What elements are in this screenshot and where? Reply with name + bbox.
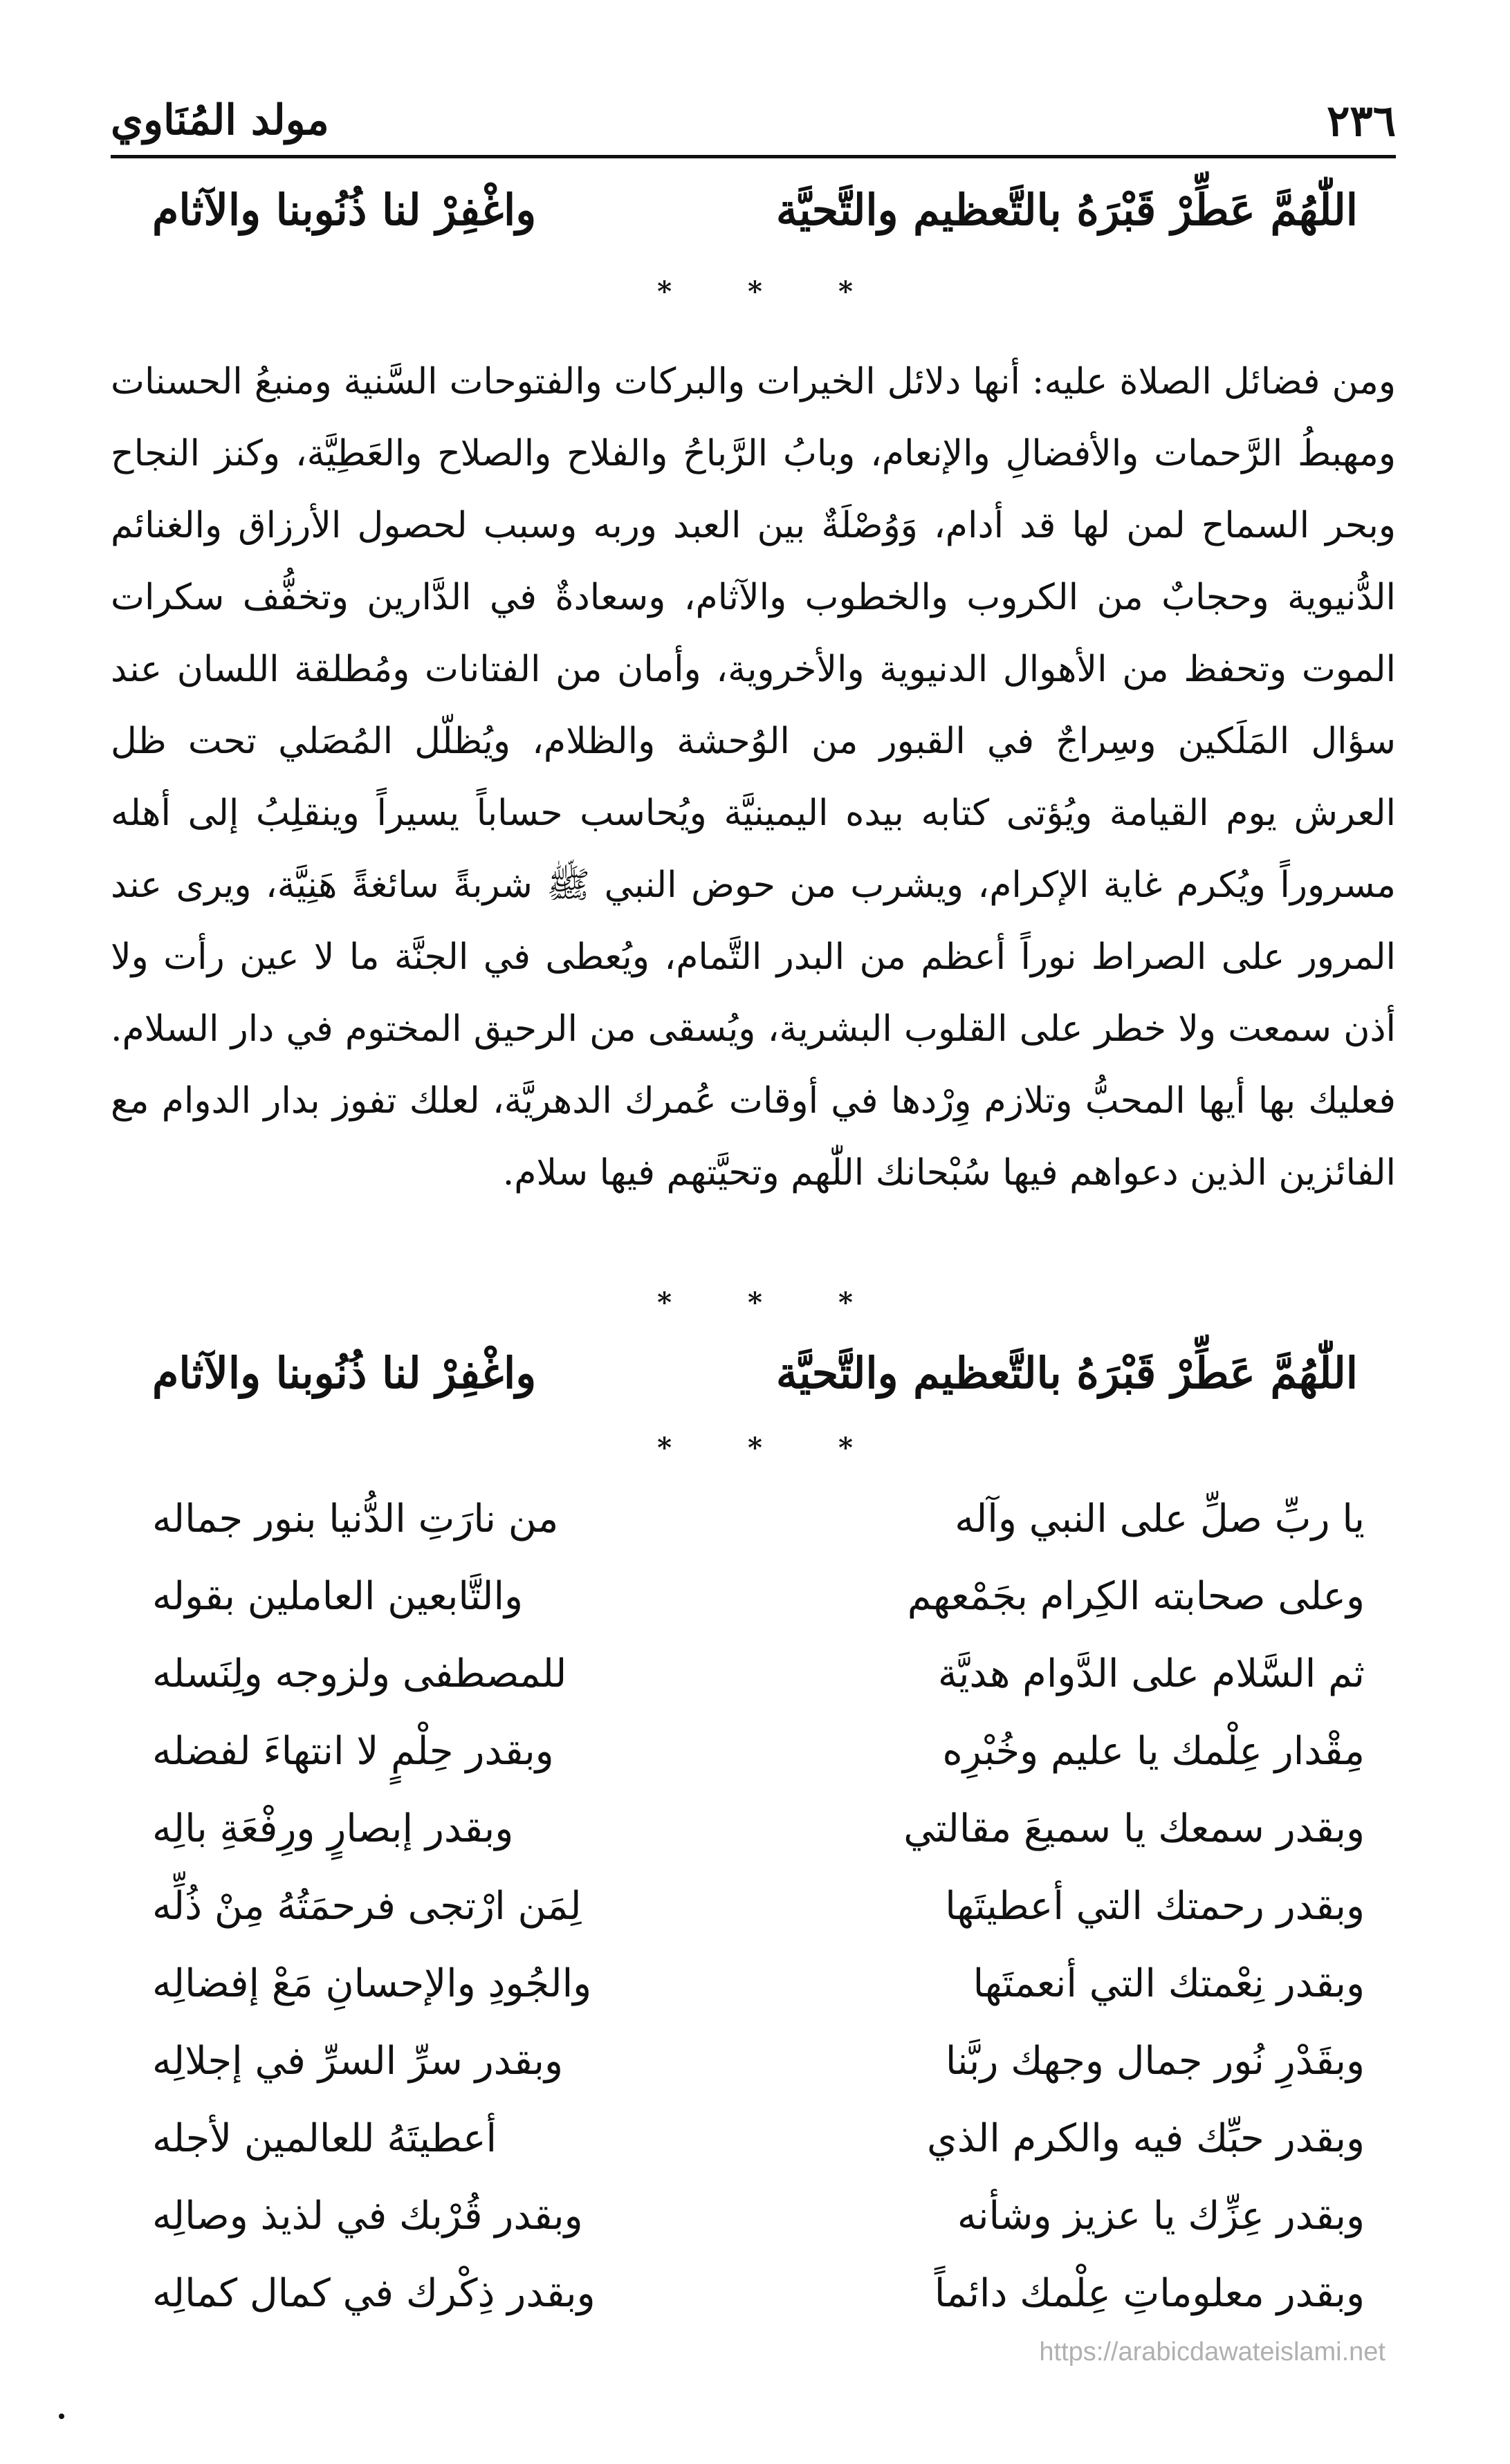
verse-left: وبقدر ذِكْرك في كمال كمالِه — [152, 2270, 596, 2316]
verse-left: للمصطفى ولزوجه ولِنَسله — [152, 1651, 567, 1696]
prose-paragraph: ومن فضائل الصلاة عليه: أنها دلائل الخيرات والبركات والفتوحات السَّنية ومنبعُ الحسنات ومهبطُ الرَّحمات والأفضالِ والإنعام، وبابُ الرَّباحُ والفلاح والصلاح والعَطِيَّة، وكنز النجاح وبحر السماح لمن لها قد أدام، وَوُصْلَةٌ بين العبد وربه وسبب لحصول الأرزاق والغنائم الدُّنيوية وحجابٌ من الكروب والخطوب والآثام، وسعادةٌ في الدَّارين وتخفُّف سكرات الموت وتحفظ من الأهوال الدنيوية والأخروية، وأمان من الفتانات ومُطلقة اللسان عند سؤال المَلَكين وسِراجٌ في القبور من الوُحشة والظلام، ويُظلّل المُصَلي تحت ظل العرش يوم القيامة ويُؤتى كتابه بيده اليمينيَّة ويُحاسب حساباً يسيراً وينقلِبُ إلى أهله مسروراً ويُكرم غاية الإكرام، ويشرب من حوض النبي ﷺ شربةً سائغةً هَنِيَّة، ويرى عند المرور على الصراط نوراً أعظم من البدر التَّمام، ويُعطى في الجنَّة ما لا عين رأت ولا أذن سمعت ولا خطر على القلوب البشرية، ويُسقى من الرحيق المختوم في دار السلام. فعليك بها أيها المحبُّ وتلازم وِرْدها في أوقات عُمرك الدهريَّة، لعلك تفوز بدار الدوام مع الفائزين الذين دعواهم فيها سُبْحانك اللّٰهم وتحيَّتهم فيها سلام. — [111, 361, 1396, 1194]
star-ornament: * — [657, 1432, 672, 1464]
poem-verse — [152, 1635, 1365, 1712]
poem-verse — [152, 2100, 1365, 2177]
poem-verse — [152, 1867, 1365, 1945]
poem-verse — [152, 2177, 1365, 2254]
verse-right: وبقدر رحمتك التي أعطيتَها — [945, 1883, 1365, 1929]
star-ornament: * — [748, 1286, 762, 1319]
poem-verse — [152, 1945, 1365, 2022]
poem-verse — [152, 1712, 1365, 1790]
star-ornament: * — [838, 275, 853, 308]
star-divider — [0, 275, 1510, 317]
verse-left: أعطيتَهُ للعالمين لأجله — [152, 2115, 497, 2161]
star-ornament: * — [657, 275, 672, 308]
star-ornament: * — [748, 275, 762, 308]
verse-right: وبقدر حبِّك فيه والكرم الذي — [926, 2115, 1365, 2161]
star-divider — [0, 1432, 1510, 1473]
verse-right: ثم السَّلام على الدَّوام هديَّة — [937, 1651, 1365, 1696]
verse-right: مِقْدار عِلْمك يا عليم وخُبْرِه — [942, 1728, 1365, 1774]
refrain-right-hemistich: اللّٰهُمَّ عَطِّرْ قَبْرَهُ بالتَّعظيم والتَّحيَّة — [775, 1347, 1358, 1398]
poem-verse — [152, 1790, 1365, 1867]
star-ornament: * — [838, 1286, 853, 1319]
verse-right: وبقدر سمعك يا سميعَ مقالتي — [903, 1806, 1365, 1851]
star-ornament: * — [838, 1432, 853, 1464]
poem-verse — [152, 1480, 1365, 1557]
refrain-left-hemistich: واغْفِرْ لنا ذُنُوبنا والآثام — [152, 1347, 537, 1398]
verse-left: وبقدر سرِّ السرِّ في إجلالِه — [152, 2038, 564, 2084]
verse-right: وعلى صحابته الكِرام بجَمْعهم — [907, 1573, 1365, 1619]
verse-right: يا ربِّ صلِّ على النبي وآله — [955, 1496, 1365, 1541]
star-divider — [0, 1286, 1510, 1328]
verse-left: والتَّابعين العاملين بقوله — [152, 1573, 524, 1619]
scan-speck — [59, 2414, 64, 2419]
header-rule — [111, 155, 1396, 158]
verse-right: وبقدر عِزِّك يا عزيز وشأنه — [957, 2193, 1365, 2239]
page-header — [111, 89, 1396, 152]
verse-right: وبقَدْرِ نُور جمال وجهك ربَّنا — [945, 2038, 1365, 2084]
page-number: ٢٣٦ — [1327, 95, 1396, 146]
poem — [152, 1480, 1365, 2332]
poem-verse — [152, 2254, 1365, 2332]
star-ornament: * — [748, 1432, 762, 1464]
refrain-right-hemistich: اللّٰهُمَّ عَطِّرْ قَبْرَهُ بالتَّعظيم والتَّحيَّة — [775, 184, 1358, 235]
verse-left: وبقدر إبصارٍ ورِفْعَةِ بالِه — [152, 1806, 514, 1851]
book-title: مولد المُنَاوي — [111, 96, 329, 145]
source-watermark: https://arabicdawateislami.net — [1039, 2337, 1385, 2366]
verse-left: والجُودِ والإحسانِ مَعْ إفضالِه — [152, 1961, 592, 2006]
refrain-verse-middle — [152, 1335, 1358, 1411]
poem-verse — [152, 2022, 1365, 2100]
verse-left: وبقدر حِلْمٍ لا انتهاءَ لفضله — [152, 1728, 554, 1774]
verse-right: وبقدر معلوماتِ عِلْمك دائماً — [934, 2270, 1365, 2316]
refrain-verse-top — [152, 172, 1358, 248]
verse-right: وبقدر نِعْمتك التي أنعمتَها — [973, 1961, 1365, 2006]
verse-left: لِمَن ارْتجى فرحمَتُهُ مِنْ ذُلِّه — [152, 1883, 582, 1929]
refrain-left-hemistich: واغْفِرْ لنا ذُنُوبنا والآثام — [152, 184, 537, 235]
verse-left: من نارَتِ الدُّنيا بنور جماله — [152, 1496, 559, 1541]
verse-left: وبقدر قُرْبك في لذيذ وصالِه — [152, 2193, 583, 2239]
poem-verse — [152, 1557, 1365, 1635]
star-ornament: * — [657, 1286, 672, 1319]
